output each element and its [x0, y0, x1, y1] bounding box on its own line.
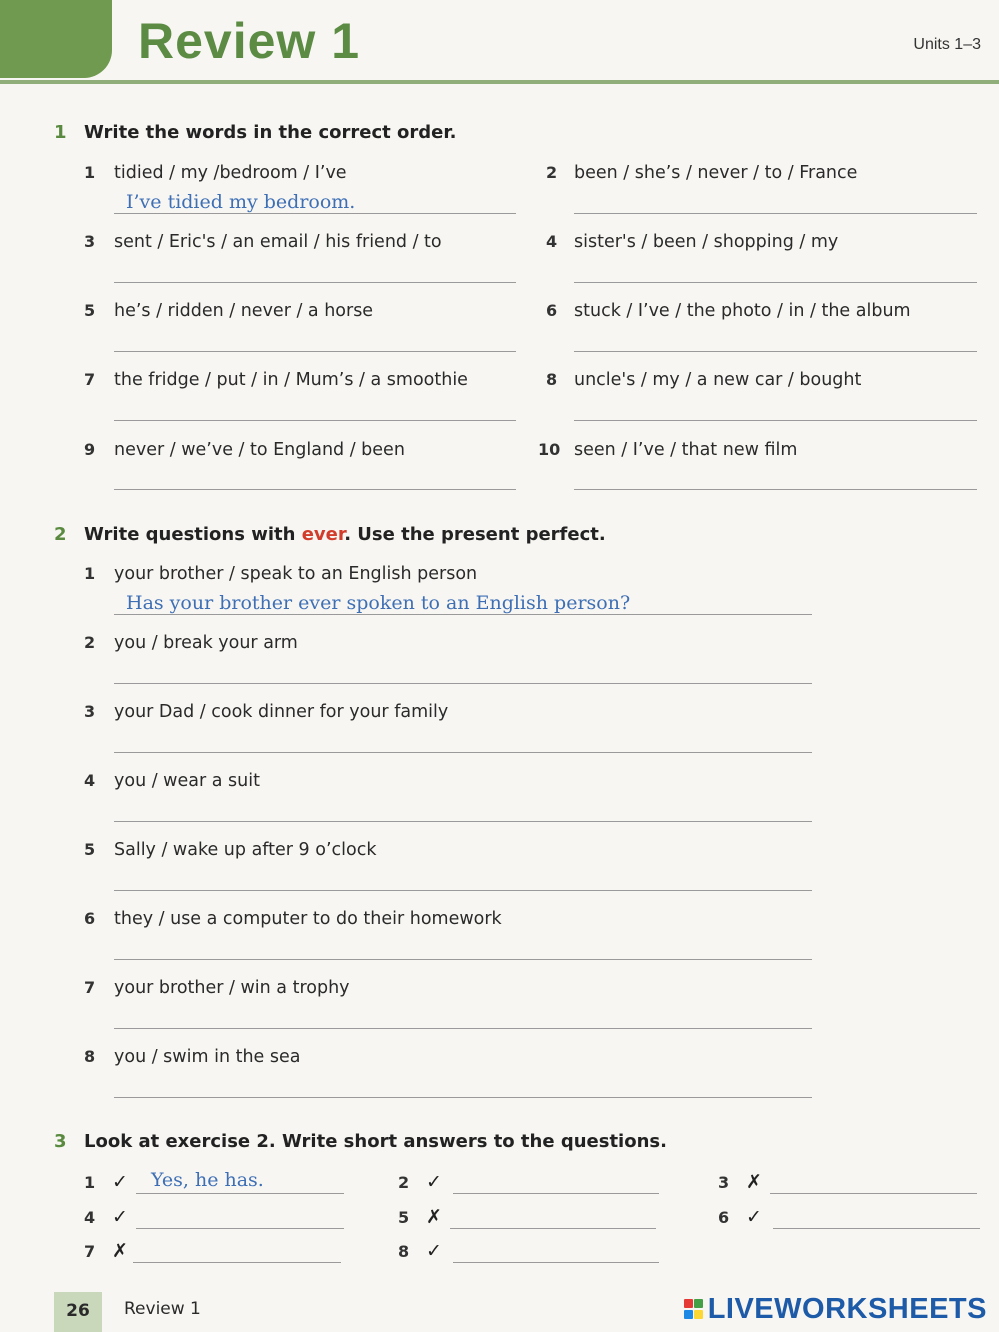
ex2-answer-line-5[interactable] — [114, 890, 812, 891]
ex2-answer-line-8[interactable] — [114, 1097, 812, 1098]
exercise-3-title: Look at exercise 2. Write short answers to the questions. — [84, 1131, 667, 1152]
ex1-answer-line-4[interactable] — [574, 282, 977, 283]
page-title: Review 1 — [138, 13, 361, 69]
item-number: 4 — [546, 232, 558, 251]
ex1-answer-line-10[interactable] — [574, 489, 977, 490]
cross-mark-icon: ✗ — [426, 1206, 442, 1228]
ex2-answer-1[interactable]: Has your brother ever spoken to an English person? — [126, 592, 631, 614]
ex3-answer-line-4[interactable] — [136, 1228, 344, 1229]
item-number: 5 — [84, 840, 96, 859]
check-mark-icon: ✓ — [746, 1206, 762, 1228]
item-number: 4 — [84, 1208, 96, 1227]
item-number: 7 — [84, 370, 96, 389]
item-number: 8 — [398, 1242, 410, 1261]
ex1-answer-line-5[interactable] — [114, 351, 516, 352]
item-number: 4 — [84, 771, 96, 790]
item-prompt: your Dad / cook dinner for your family — [114, 702, 449, 722]
item-number: 7 — [84, 1242, 96, 1261]
exercise-2-title — [84, 524, 606, 545]
liveworksheets-logo — [684, 1292, 987, 1326]
item-prompt: your brother / win a trophy — [114, 978, 350, 998]
item-number: 6 — [718, 1208, 730, 1227]
ex1-answer-1[interactable]: I’ve tidied my bedroom. — [126, 191, 356, 213]
item-prompt: uncle's / my / a new car / bought — [574, 370, 862, 390]
footer-label: Review 1 — [124, 1299, 201, 1319]
cross-mark-icon: ✗ — [112, 1240, 128, 1262]
ex1-answer-line-8[interactable] — [574, 420, 977, 421]
item-prompt: never / we’ve / to England / been — [114, 440, 405, 460]
check-mark-icon: ✓ — [426, 1240, 442, 1262]
header-rule — [0, 80, 999, 84]
item-number: 3 — [84, 232, 96, 251]
liveworksheets-logo-icon — [684, 1299, 704, 1319]
cross-mark-icon: ✗ — [746, 1171, 762, 1193]
ex1-answer-line-9[interactable] — [114, 489, 516, 490]
item-number: 3 — [718, 1173, 730, 1192]
page-number: 26 — [54, 1292, 102, 1332]
ex2-answer-line-4[interactable] — [114, 821, 812, 822]
ex1-answer-line-1[interactable] — [114, 213, 516, 214]
item-prompt: sent / Eric's / an email / his friend / to — [114, 232, 442, 252]
exercise-1-title: Write the words in the correct order. — [84, 122, 457, 143]
item-prompt: the fridge / put / in / Mum’s / a smoothie — [114, 370, 468, 390]
ex2-answer-line-2[interactable] — [114, 683, 812, 684]
keyword-ever: ever — [301, 524, 345, 545]
logo-text: LIVEWORKSHEETS — [707, 1292, 987, 1325]
ex1-answer-line-3[interactable] — [114, 282, 516, 283]
item-number: 2 — [84, 633, 96, 652]
check-mark-icon: ✓ — [112, 1206, 128, 1228]
item-prompt: been / she’s / never / to / France — [574, 163, 858, 183]
ex3-answer-line-7[interactable] — [133, 1262, 341, 1263]
ex2-answer-line-6[interactable] — [114, 959, 812, 960]
item-number: 10 — [538, 440, 561, 459]
item-number: 6 — [546, 301, 558, 320]
ex1-answer-line-6[interactable] — [574, 351, 977, 352]
page-header — [0, 0, 999, 84]
units-label: Units 1–3 — [913, 36, 981, 53]
item-number: 3 — [84, 702, 96, 721]
item-prompt: tidied / my /bedroom / I’ve — [114, 163, 347, 183]
ex3-answer-line-6[interactable] — [773, 1228, 980, 1229]
ex3-answer-line-3[interactable] — [770, 1193, 977, 1194]
ex1-answer-line-2[interactable] — [574, 213, 977, 214]
item-number: 9 — [84, 440, 96, 459]
item-prompt: seen / I’ve / that new film — [574, 440, 798, 460]
item-prompt: you / swim in the sea — [114, 1047, 301, 1067]
exercise-3-number: 3 — [54, 1131, 67, 1152]
item-prompt: you / break your arm — [114, 633, 298, 653]
item-number: 5 — [398, 1208, 410, 1227]
ex3-answer-line-5[interactable] — [450, 1228, 656, 1229]
item-prompt: Sally / wake up after 9 o’clock — [114, 840, 377, 860]
ex1-answer-line-7[interactable] — [114, 420, 516, 421]
title-part: Write questions with — [84, 524, 302, 545]
item-prompt: you / wear a suit — [114, 771, 260, 791]
item-number: 6 — [84, 909, 96, 928]
header-tab — [0, 0, 112, 78]
item-number: 8 — [84, 1047, 96, 1066]
item-number: 7 — [84, 978, 96, 997]
title-part: . Use the present perfect. — [344, 524, 606, 545]
item-number: 2 — [398, 1173, 410, 1192]
item-number: 1 — [84, 564, 96, 583]
ex3-answer-line-2[interactable] — [453, 1193, 659, 1194]
item-number: 8 — [546, 370, 558, 389]
ex2-answer-line-3[interactable] — [114, 752, 812, 753]
item-number: 2 — [546, 163, 558, 182]
item-number: 1 — [84, 1173, 96, 1192]
item-prompt: they / use a computer to do their homework — [114, 909, 502, 929]
ex2-answer-line-7[interactable] — [114, 1028, 812, 1029]
item-prompt: he’s / ridden / never / a horse — [114, 301, 374, 321]
check-mark-icon: ✓ — [112, 1171, 128, 1193]
item-number: 1 — [84, 163, 96, 182]
exercise-2-number: 2 — [54, 524, 67, 545]
check-mark-icon: ✓ — [426, 1171, 442, 1193]
ex3-answer-1[interactable]: Yes, he has. — [151, 1169, 264, 1191]
item-prompt: sister's / been / shopping / my — [574, 232, 839, 252]
ex3-answer-line-1[interactable] — [136, 1193, 344, 1194]
ex3-answer-line-8[interactable] — [453, 1262, 659, 1263]
item-prompt: your brother / speak to an English person — [114, 564, 478, 584]
item-number: 5 — [84, 301, 96, 320]
item-prompt: stuck / I’ve / the photo / in / the album — [574, 301, 911, 321]
ex2-answer-line-1[interactable] — [114, 614, 812, 615]
exercise-1-number: 1 — [54, 122, 67, 143]
